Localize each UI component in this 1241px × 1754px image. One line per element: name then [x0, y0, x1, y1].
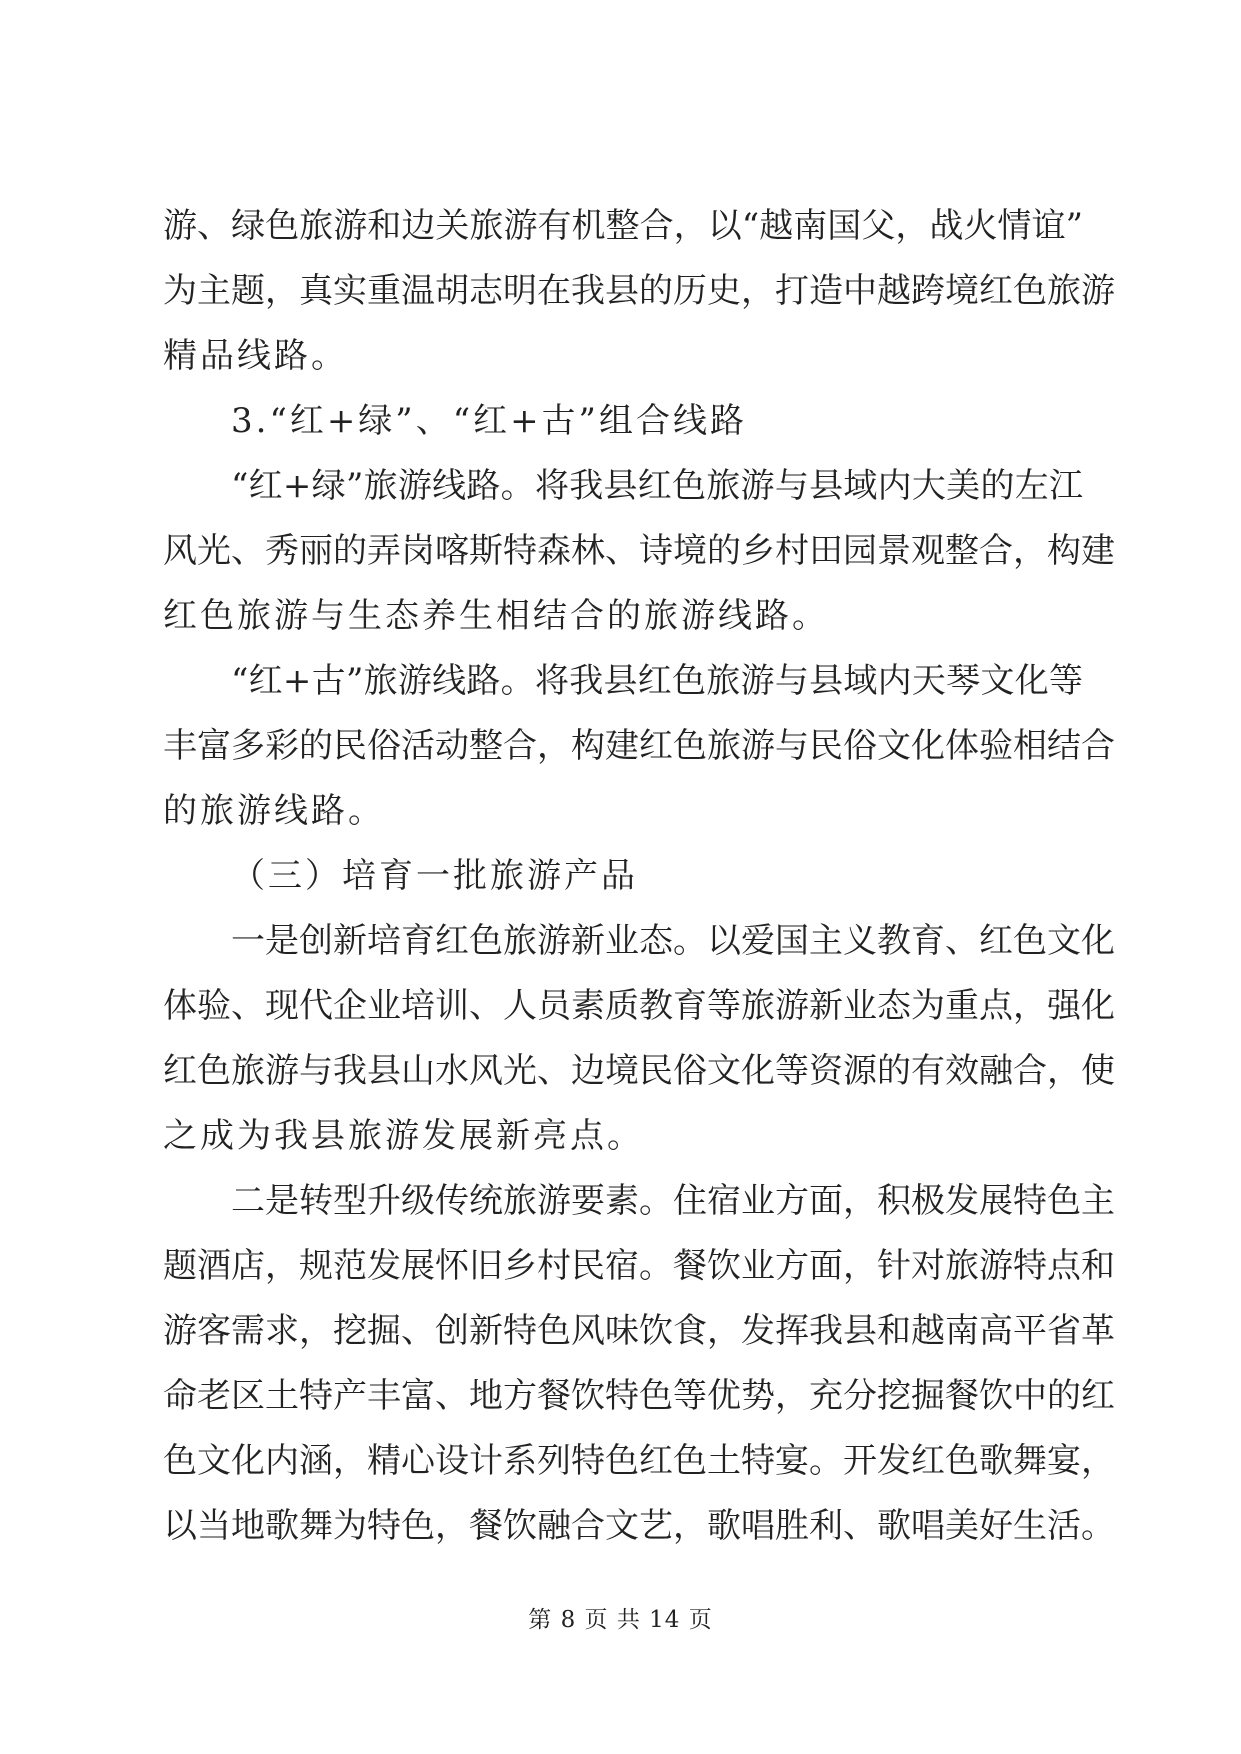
body-line: 游、绿色旅游和边关旅游有机整合，以“越南国父，战火情谊” — [163, 206, 1083, 246]
body-line: 红色旅游与我县山水风光、边境民俗文化等资源的有效融合，使 — [163, 1051, 1115, 1091]
body-line: 色文化内涵，精心设计系列特色红色土特宴。开发红色歌舞宴， — [163, 1441, 1115, 1481]
body-line: 题酒店，规范发展怀旧乡村民宿。餐饮业方面，针对旅游特点和 — [163, 1246, 1115, 1286]
body-line: 以当地歌舞为特色，餐饮融合文艺，歌唱胜利、歌唱美好生活。 — [163, 1506, 1115, 1546]
body-line: 游客需求，挖掘、创新特色风味饮食，发挥我县和越南高平省革 — [163, 1311, 1115, 1351]
paragraph-first-line: “红+古”旅游线路。将我县红色旅游与县域内天琴文化等 — [231, 661, 1083, 701]
body-line: 精品线路。 — [163, 336, 348, 376]
document-body — [163, 194, 1115, 1559]
section-heading: （三）培育一批旅游产品 — [231, 856, 638, 896]
body-line: 风光、秀丽的弄岗喀斯特森林、诗境的乡村田园景观整合，构建 — [163, 531, 1115, 571]
paragraph-first-line: 一是创新培育红色旅游新业态。以爱国主义教育、红色文化 — [231, 921, 1115, 961]
page-footer: 第 8 页 共 14 页 — [528, 1607, 713, 1633]
paragraph-first-line: “红+绿”旅游线路。将我县红色旅游与县域内大美的左江 — [231, 466, 1083, 506]
body-line: 的旅游线路。 — [163, 791, 385, 831]
body-line: 体验、现代企业培训、人员素质教育等旅游新业态为重点，强化 — [163, 986, 1115, 1026]
body-line: 丰富多彩的民俗活动整合，构建红色旅游与民俗文化体验相结合 — [163, 726, 1115, 766]
body-line: 为主题，真实重温胡志明在我县的历史，打造中越跨境红色旅游 — [163, 271, 1115, 311]
paragraph-first-line: 二是转型升级传统旅游要素。住宿业方面，积极发展特色主 — [231, 1181, 1115, 1221]
body-line: 命老区土特产丰富、地方餐饮特色等优势，充分挖掘餐饮中的红 — [163, 1376, 1115, 1416]
body-line: 之成为我县旅游发展新亮点。 — [163, 1116, 644, 1156]
body-line: 红色旅游与生态养生相结合的旅游线路。 — [163, 596, 829, 636]
section-heading: 3.“红+绿”、“红+古”组合线路 — [231, 401, 747, 441]
